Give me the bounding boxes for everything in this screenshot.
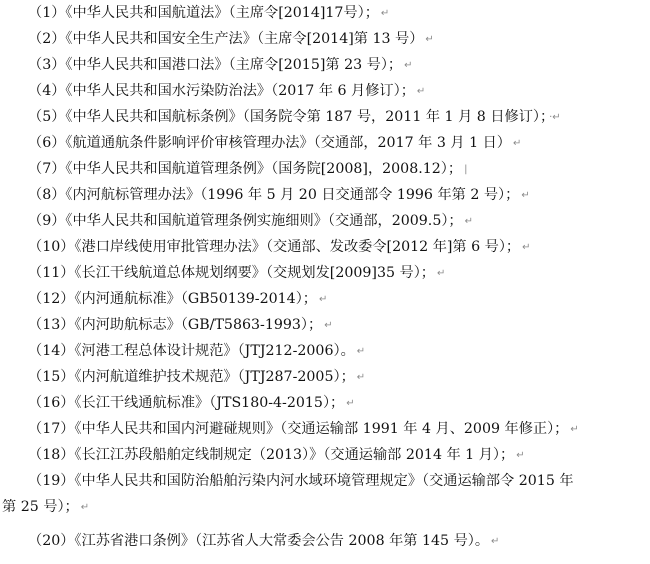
list-item [28, 26, 434, 52]
paragraph-mark: ↵ [491, 536, 500, 547]
item-text: 第 25 号）； [2, 499, 79, 515]
list-item [28, 52, 413, 78]
item-text: （17）《中华人民共和国内河避碰规则》（交通运输部 1991 年 4 月、2009 年修正）； [28, 421, 569, 437]
paragraph-mark: ↵ [380, 8, 390, 19]
item-text: （19）《中华人民共和国防治船舶污染内河水域环境管理规定》（交通运输部令 2015 年 [28, 473, 574, 489]
item-text: （6）《航道通航条件影响评价审核管理办法》（交通部，2017 年 3 月 1 日） [28, 135, 511, 151]
list-item [28, 182, 530, 208]
list-item [28, 78, 425, 104]
list-item [28, 442, 525, 468]
paragraph-mark: ↵ [404, 60, 413, 71]
list-item [28, 260, 445, 286]
item-text: （4）《中华人民共和国水污染防治法》（2017 年 6 月修订）； [28, 83, 415, 99]
item-text: （5）《中华人民共和国航标条例》（国务院令第 187 号，2011 年 1 月 8 日修订）； [28, 109, 548, 125]
item-text: （20）《江苏省港口条例》（江苏省人大常委会公告 2008 年第 145 号）。 [28, 533, 490, 549]
list-item [28, 338, 365, 364]
list-item [28, 416, 579, 442]
list-item [28, 104, 561, 130]
paragraph-mark: ↵ [356, 372, 366, 383]
list-item-continuation [2, 494, 89, 520]
paragraph-mark: ↵ [318, 294, 328, 305]
paragraph-mark: ↵ [346, 398, 355, 409]
item-text: （8）《内河航标管理办法》（1996 年 5 月 20 日交通部令 1996 年第 2 号）； [28, 187, 520, 203]
item-text: （13）《内河助航标志》（GB/T5863-1993）； [28, 317, 323, 333]
paragraph-mark: ↵ [437, 268, 446, 279]
item-text: （9）《中华人民共和国航道管理条例实施细则》（交通部，2009.5）； [28, 213, 463, 229]
item-text: （1）《中华人民共和国航道法》（主席令[2014]17号）； [28, 5, 379, 21]
list-item [28, 286, 327, 312]
list-item [28, 528, 499, 554]
list-item [28, 130, 521, 156]
list-item [28, 234, 531, 260]
paragraph-mark: ↵ [512, 138, 522, 149]
item-text: （3）《中华人民共和国港口法》（主席令[2015]第 23 号）； [28, 57, 403, 73]
item-text: （2）《中华人民共和国安全生产法》（主席令[2014]第 13 号） [28, 31, 424, 47]
list-item [28, 364, 365, 390]
list-item [28, 208, 473, 234]
list-item [28, 156, 467, 182]
item-text: （14）《河港工程总体设计规范》（JTJ212-2006）。 [28, 343, 355, 359]
paragraph-mark: ↵ [425, 34, 434, 45]
item-text: （15）《内河航道维护技术规范》（JTJ287-2005）； [28, 369, 355, 385]
paragraph-mark: ↵ [464, 216, 474, 227]
item-text: （10）《港口岸线使用审批管理办法》（交通部、发改委令[2012 年]第 6 号）； [28, 239, 521, 255]
item-text: （18）《长江江苏段船舶定线制规定（2013）》（交通运输部 2014 年 1 月）； [28, 447, 515, 463]
paragraph-mark: ↵ [324, 320, 333, 331]
text-cursor: | [464, 164, 468, 175]
item-text: （16）《长江干线通航标准》（JTS180-4-2015）； [28, 395, 345, 411]
paragraph-mark: ↵ [516, 450, 525, 461]
item-text: （11）《长江干线航道总体规划纲要》（交规划发[2009]35 号）； [28, 265, 435, 281]
paragraph-mark: ↵ [522, 242, 531, 253]
list-item [28, 468, 576, 494]
paragraph-mark: ↵ [570, 424, 579, 435]
paragraph-mark: ↵ [416, 86, 426, 97]
paragraph-mark: ↵ [356, 346, 366, 357]
paragraph-mark: ↵ [80, 502, 90, 513]
list-item [28, 390, 355, 416]
item-text: （12）《内河通航标准》（GB50139-2014）； [28, 291, 317, 307]
list-item [28, 0, 389, 26]
item-text: （7）《中华人民共和国航道管理条例》（国务院[2008]，2008.12）； [28, 161, 463, 177]
list-item [28, 312, 333, 338]
paragraph-mark: ·↵ [549, 112, 561, 123]
paragraph-mark: ↵ [521, 190, 530, 201]
